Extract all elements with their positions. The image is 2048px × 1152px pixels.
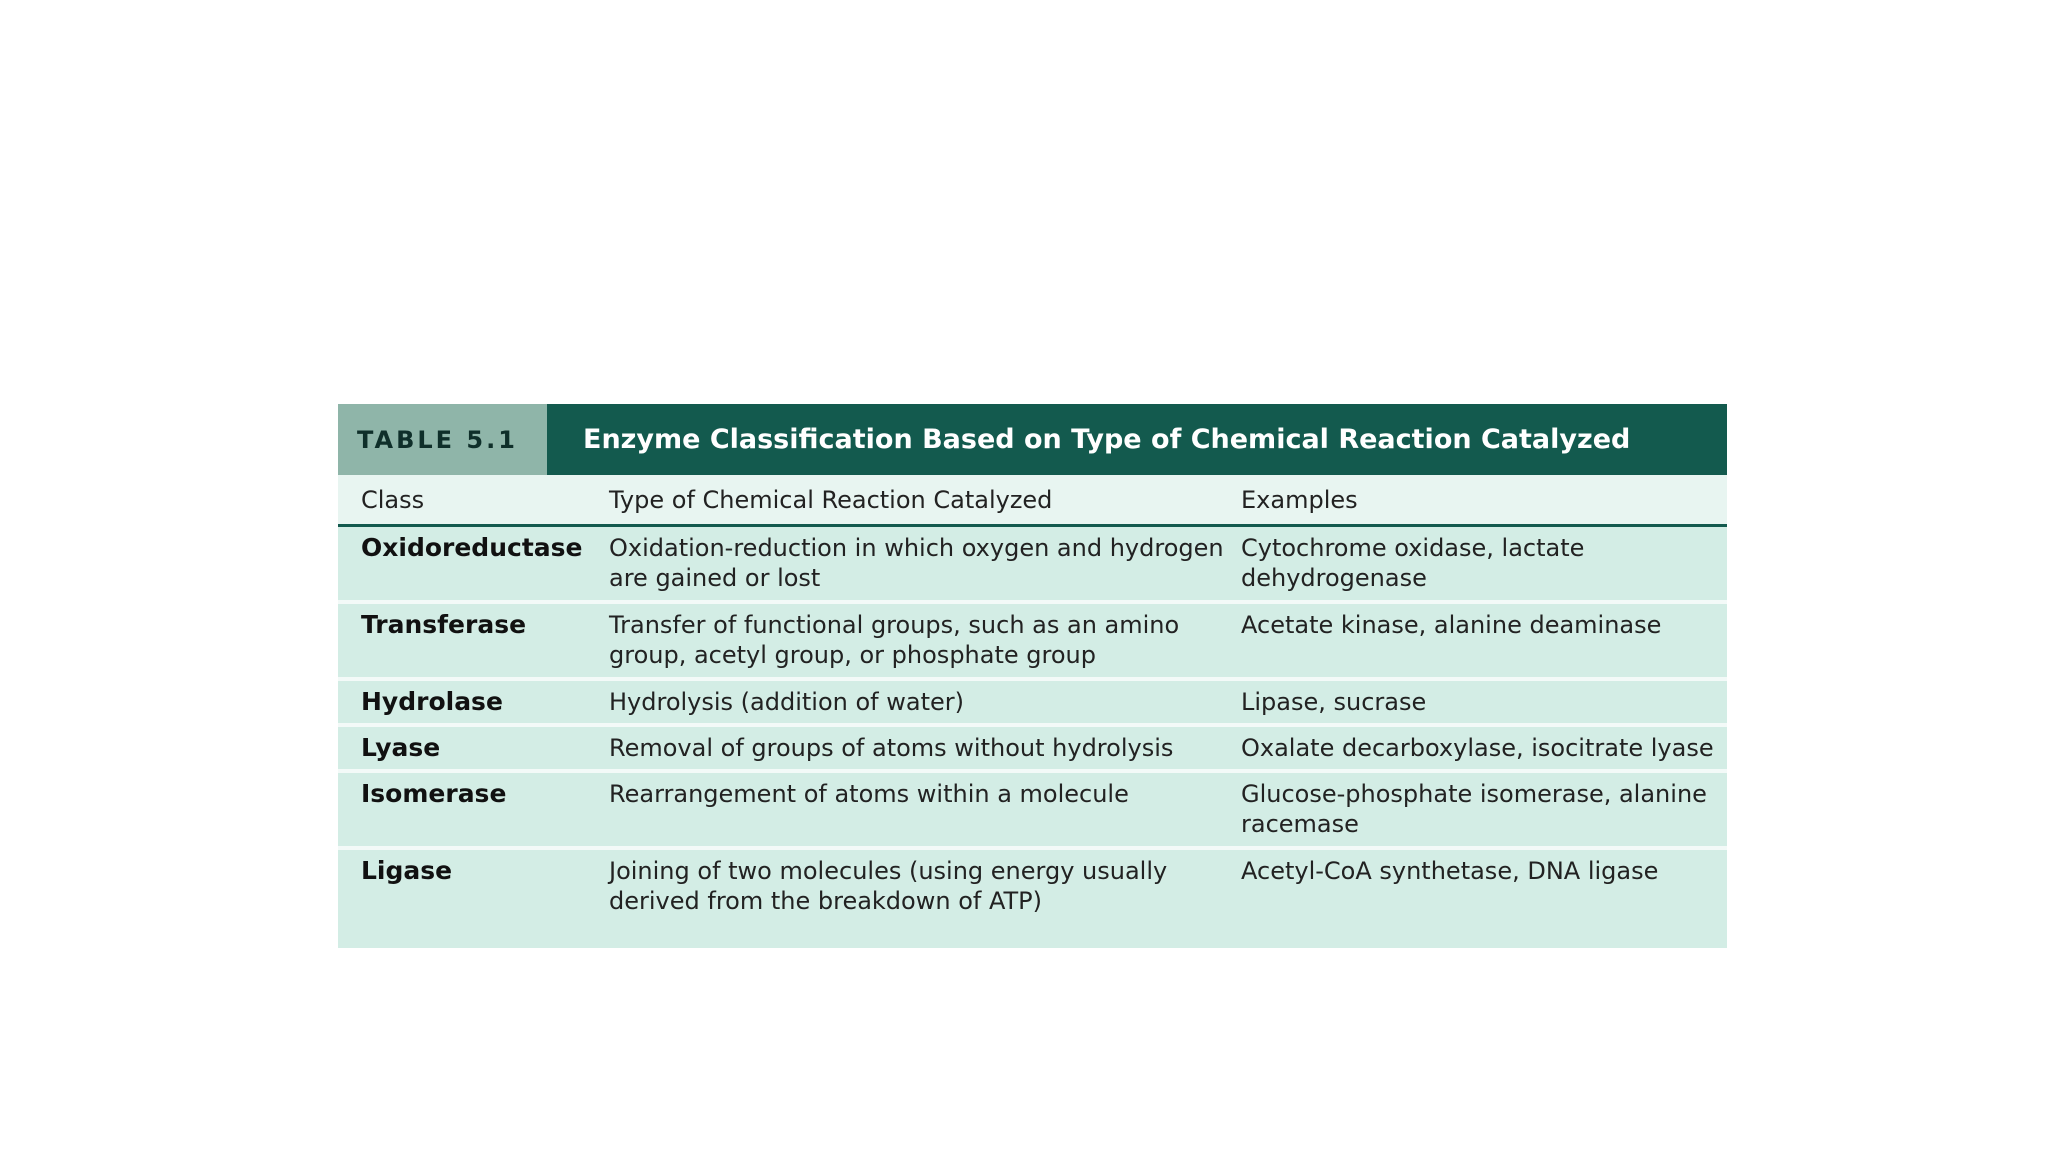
table-row [338,527,1727,604]
cell-class: Transferase [361,610,527,639]
cell-type: Joining of two molecules (using energy usually derived from the breakdown of ATP) [609,857,1168,915]
cell-type: Transfer of functional groups, such as an amino group, acetyl group, or phosphate group [609,611,1180,669]
cell-type: Rearrangement of atoms within a molecule [609,780,1129,808]
cell-examples: Cytochrome oxidase, lactate dehydrogenase [1241,534,1585,592]
table-row [338,850,1727,948]
cell-examples: Oxalate decarboxylase, isocitrate lyase [1241,734,1714,762]
table-title: Enzyme Classification Based on Type of Chemical Reaction Catalyzed [547,404,1727,475]
cell-type: Hydrolysis (addition of water) [609,688,964,716]
enzyme-classification-table [338,404,1727,948]
cell-examples: Acetyl-CoA synthetase, DNA ligase [1241,857,1659,885]
header-type: Type of Chemical Reaction Catalyzed [609,485,1053,514]
cell-class: Lyase [361,733,441,762]
cell-examples: Lipase, sucrase [1241,688,1427,716]
table-header-row [338,475,1727,527]
table-row [338,727,1727,773]
header-examples: Examples [1241,485,1358,514]
cell-class: Hydrolase [361,687,503,716]
cell-examples: Acetate kinase, alanine deaminase [1241,611,1662,639]
cell-type: Removal of groups of atoms without hydrolysis [609,734,1174,762]
cell-type: Oxidation-reduction in which oxygen and hydrogen are gained or lost [609,534,1224,592]
cell-examples: Glucose-phosphate isomerase, alanine racemase [1241,780,1707,838]
cell-class: Isomerase [361,779,507,808]
table-number-label: TABLE 5.1 [338,404,547,475]
cell-class: Ligase [361,856,453,885]
table-row [338,773,1727,850]
header-class: Class [361,485,425,514]
cell-class: Oxidoreductase [361,533,583,562]
table-row [338,604,1727,681]
table-title-bar [338,404,1727,475]
table-row [338,681,1727,727]
